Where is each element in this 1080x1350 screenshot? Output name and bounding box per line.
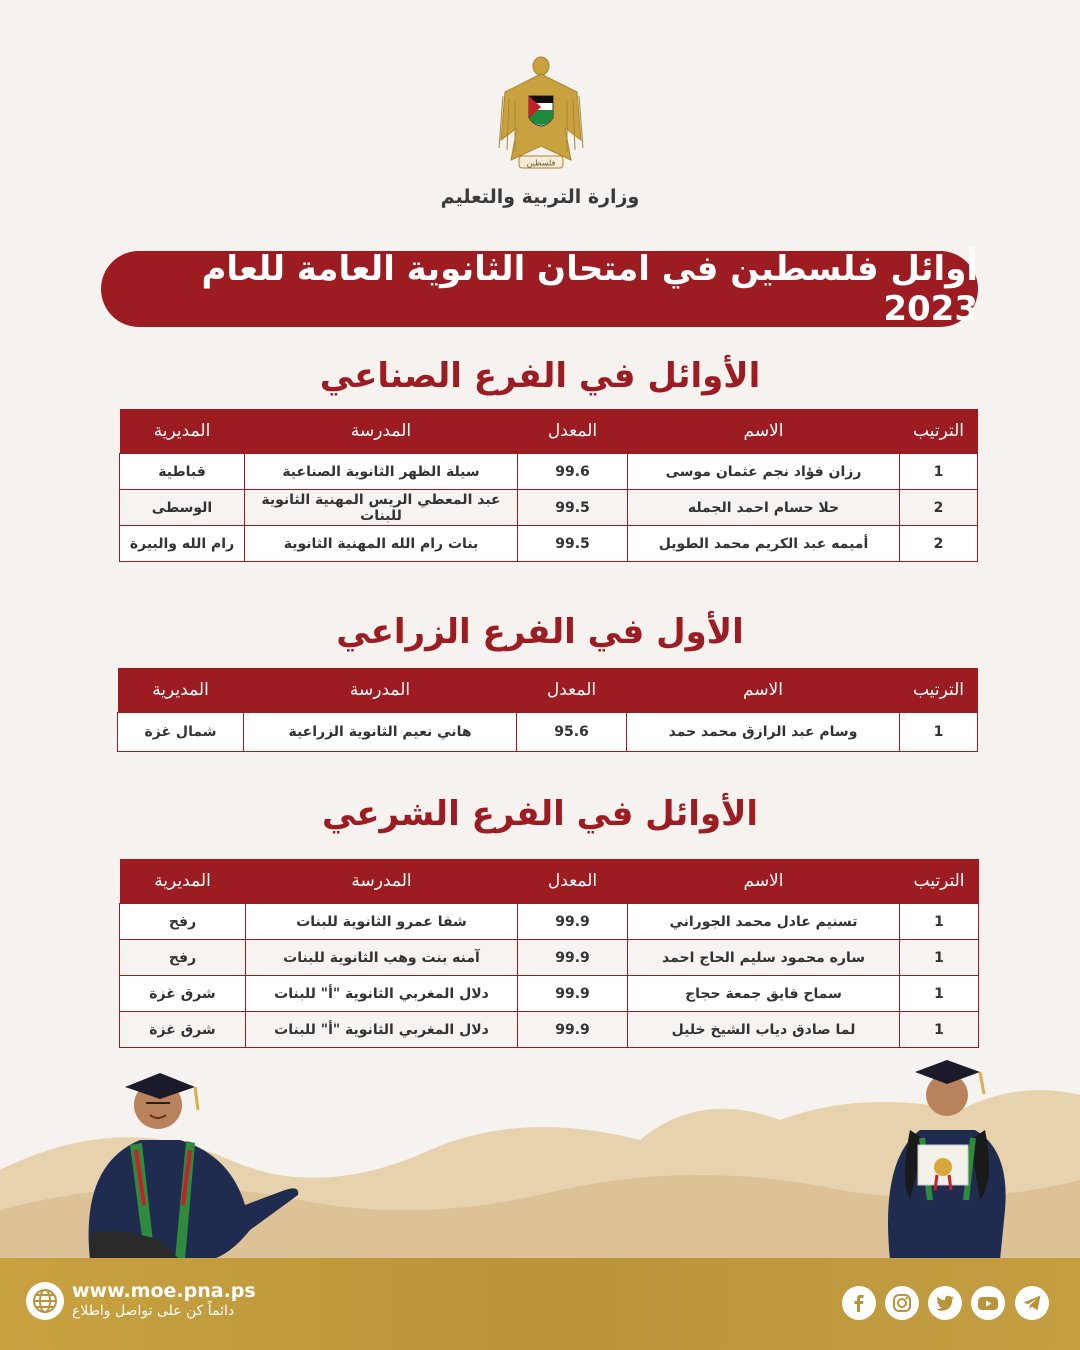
school-cell: دلال المغربي الثانوية "أ" للبنات (246, 1012, 518, 1048)
average-cell: 99.9 (518, 904, 628, 940)
table-row (118, 713, 978, 752)
name-cell: وسام عبد الرازق محمد حمد (627, 713, 900, 752)
col-header-rank: الترتيب (900, 409, 978, 454)
col-header-directorate: المديرية (120, 409, 245, 454)
table-row (120, 976, 979, 1012)
col-header-directorate: المديرية (120, 859, 246, 904)
ministry-name: وزارة التربية والتعليم (440, 186, 640, 208)
website-link[interactable]: www.moe.pna.ps (72, 1280, 256, 1302)
section-title-agricultural: الأول في الفرع الزراعي (336, 612, 744, 652)
col-header-school: المدرسة (246, 859, 518, 904)
emblem-scroll-text: فلسطين (526, 158, 556, 168)
directorate-cell: الوسطى (120, 490, 245, 526)
col-header-average: المعدل (517, 668, 627, 713)
average-cell: 99.5 (518, 526, 628, 562)
school-cell: دلال المغربي الثانوية "أ" للبنات (246, 976, 518, 1012)
school-cell: بنات رام الله المهنية الثانوية (245, 526, 518, 562)
average-cell: 99.9 (518, 976, 628, 1012)
average-cell: 99.6 (518, 454, 628, 490)
col-header-name: الاسم (628, 409, 900, 454)
school-cell: سيلة الظهر الثانوية الصناعية (245, 454, 518, 490)
rank-cell: 1 (900, 713, 978, 752)
directorate-cell: رام الله والبيرة (120, 526, 245, 562)
telegram-icon[interactable] (1015, 1286, 1049, 1320)
name-cell: رزان فؤاد نجم عثمان موسى (628, 454, 900, 490)
table-row (120, 490, 978, 526)
col-header-name: الاسم (627, 668, 900, 713)
main-title-banner (101, 251, 978, 327)
main-title: أوائل فلسطين في امتحان الثانوية العامة للعام 2023 (201, 249, 978, 329)
average-cell: 99.9 (518, 940, 628, 976)
table-row (120, 526, 978, 562)
rank-cell: 1 (900, 976, 979, 1012)
rank-cell: 2 (900, 490, 978, 526)
directorate-cell: شمال غزة (118, 713, 244, 752)
female-graduate-illustration (880, 1050, 1015, 1260)
globe-icon[interactable] (26, 1282, 64, 1320)
name-cell: سماح فايق جمعة حجاج (628, 976, 900, 1012)
school-cell: شفا عمرو الثانوية للبنات (246, 904, 518, 940)
section-title-religious: الأوائل في الفرع الشرعي (321, 794, 759, 834)
name-cell: حلا حسام احمد الجمله (628, 490, 900, 526)
col-header-average: المعدل (518, 409, 628, 454)
rank-cell: 1 (900, 1012, 979, 1048)
instagram-icon[interactable] (885, 1286, 919, 1320)
col-header-rank: الترتيب (900, 668, 978, 713)
rank-cell: 1 (900, 904, 979, 940)
globe-glyph (32, 1288, 58, 1314)
col-header-average: المعدل (518, 859, 628, 904)
school-cell: عبد المعطي الريس المهنية الثانوية للبنات (245, 490, 518, 526)
name-cell: أميمه عبد الكريم محمد الطويل (628, 526, 900, 562)
results-table-agricultural (117, 668, 978, 752)
rank-cell: 1 (900, 940, 979, 976)
directorate-cell: رفح (120, 904, 246, 940)
results-table-industrial (119, 409, 978, 562)
name-cell: لما صادق دياب الشيخ خليل (628, 1012, 900, 1048)
col-header-rank: الترتيب (900, 859, 979, 904)
table-row (120, 454, 978, 490)
facebook-icon[interactable] (842, 1286, 876, 1320)
directorate-cell: رفح (120, 940, 246, 976)
results-table-religious (119, 859, 979, 1048)
name-cell: ساره محمود سليم الحاج احمد (628, 940, 900, 976)
table-row (120, 940, 979, 976)
average-cell: 99.9 (518, 1012, 628, 1048)
col-header-school: المدرسة (245, 409, 518, 454)
directorate-cell: قباطية (120, 454, 245, 490)
average-cell: 95.6 (517, 713, 627, 752)
name-cell: تسنيم عادل محمد الجوراني (628, 904, 900, 940)
table-row (120, 1012, 979, 1048)
footer-slogan: دائماً كن على تواصل واطلاع (72, 1303, 235, 1319)
section-title-industrial: الأوائل في الفرع الصناعي (319, 356, 761, 396)
directorate-cell: شرق غزة (120, 976, 246, 1012)
youtube-icon[interactable] (971, 1286, 1005, 1320)
palestine-eagle-emblem (497, 52, 585, 174)
male-graduate-illustration (70, 1055, 310, 1260)
average-cell: 99.5 (518, 490, 628, 526)
col-header-name: الاسم (628, 859, 900, 904)
school-cell: هاني نعيم الثانوية الزراعية (244, 713, 517, 752)
col-header-directorate: المديرية (118, 668, 244, 713)
rank-cell: 1 (900, 454, 978, 490)
rank-cell: 2 (900, 526, 978, 562)
table-row (120, 904, 979, 940)
col-header-school: المدرسة (244, 668, 517, 713)
directorate-cell: شرق غزة (120, 1012, 246, 1048)
school-cell: آمنه بنت وهب الثانوية للبنات (246, 940, 518, 976)
twitter-icon[interactable] (928, 1286, 962, 1320)
